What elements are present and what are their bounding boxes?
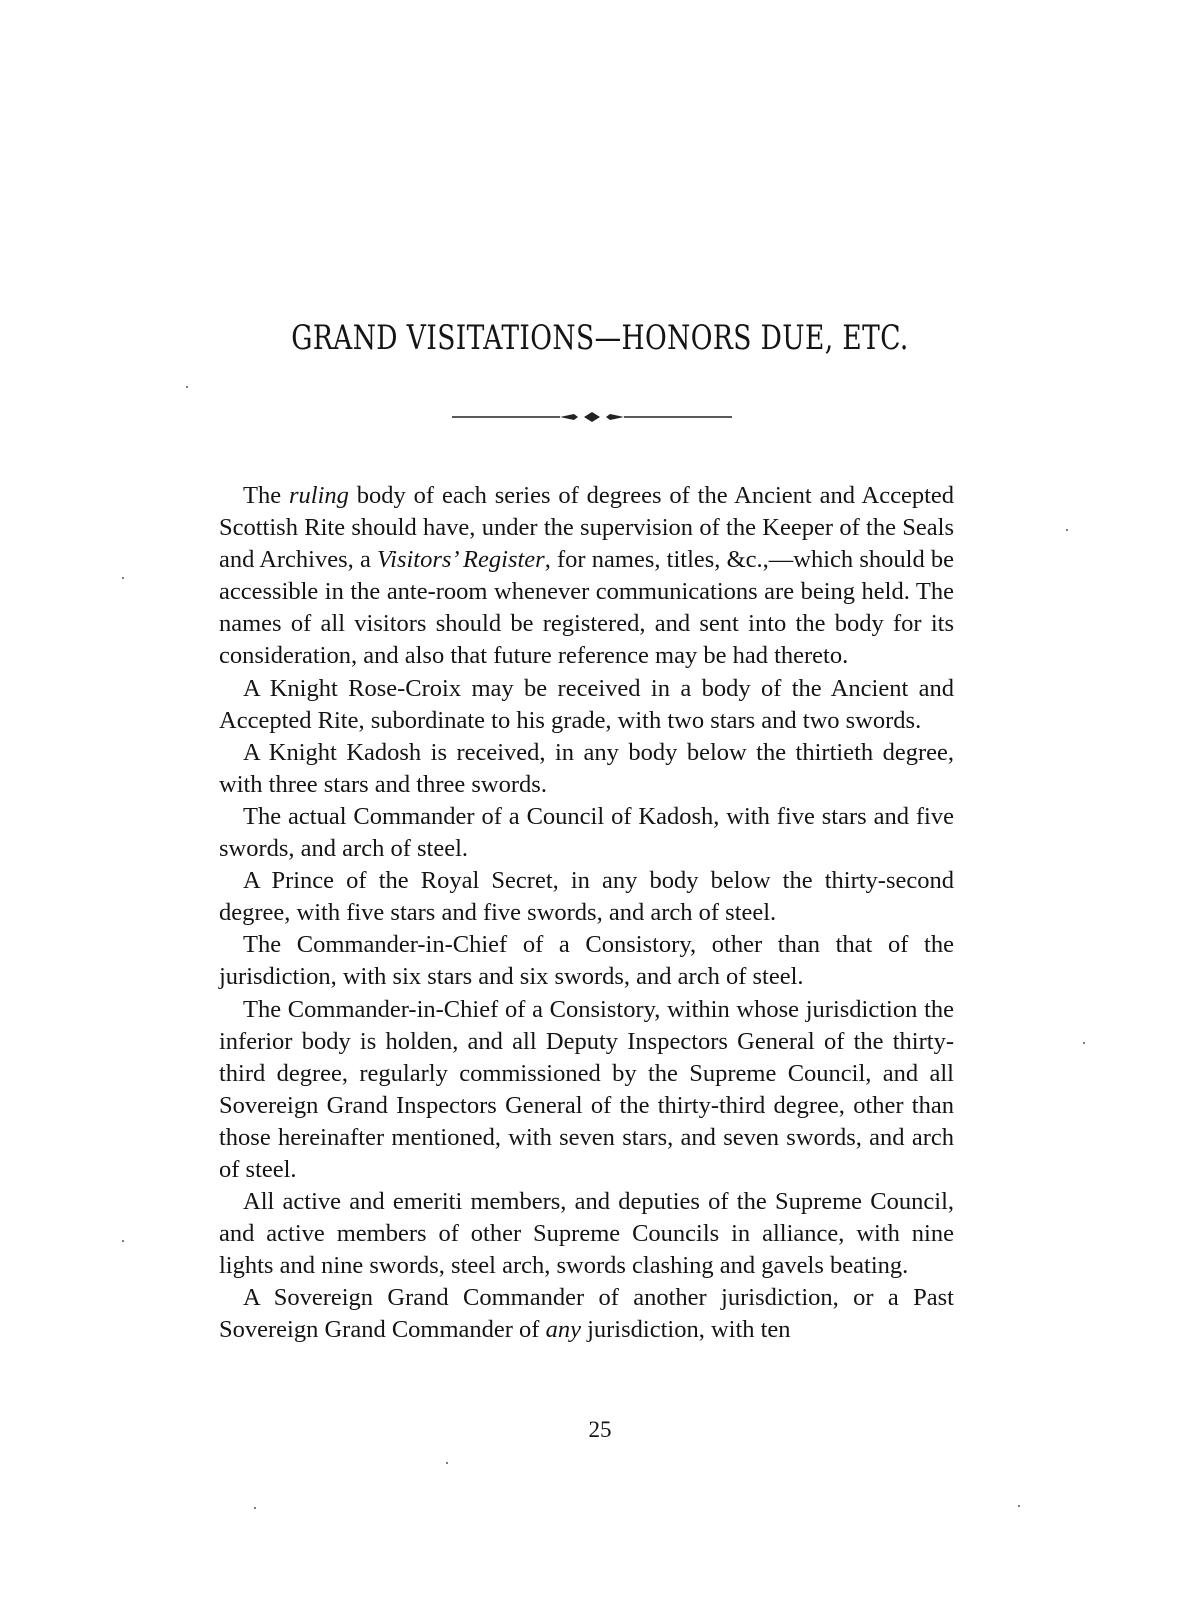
scan-speck xyxy=(254,1507,256,1509)
paragraph xyxy=(219,994,954,1187)
italic-text: any xyxy=(545,1316,581,1344)
text-segment: jurisdiction, with ten xyxy=(580,1316,791,1344)
text-segment: The Commander-in-Chief of a Consistory, other than that of the jurisdiction, with six stars and six swords, and arch of steel. xyxy=(219,931,954,991)
text-segment: A Prince of the Royal Secret, in any body below the thirty-second degree, with five stars and five swords, and arch of steel. xyxy=(219,867,954,927)
scan-speck xyxy=(1018,1505,1020,1507)
scan-speck xyxy=(446,1462,448,1464)
text-segment: The Commander-in-Chief of a Consistory, within whose jurisdiction the inferior body is holden, and all Deputy Inspectors General of the thirty-third degree, regularly commissioned by the Supreme Council, and all Sovereign Grand Inspectors General of the thirty-third degree, other than those hereinafter mentioned, with seven stars, and seven swords, and arch of steel. xyxy=(219,995,954,1183)
text-segment: All active and emeriti members, and deputies of the Supreme Council, and active members of other Supreme Councils in alliance, with nine lights and nine swords, steel arch, swords clashing and gavels beating. xyxy=(219,1188,954,1280)
page-number: 25 xyxy=(588,1417,612,1442)
text-segment: A Knight Kadosh is received, in any body below the thirtieth degree, with three stars and three swords. xyxy=(219,738,954,798)
body-text xyxy=(219,480,954,1347)
page-title: GRAND VISITATIONS—HONORS DUE, ETC. xyxy=(291,318,909,358)
paragraph xyxy=(219,865,954,929)
paragraph xyxy=(219,801,954,865)
text-segment: body of each series of degrees of the Ancient and Accepted Scottish Rite should have, under the supervision of the Keeper of the Seals and Archives, a xyxy=(219,482,954,574)
text-segment: A Knight Rose-Croix may be received in a body of the Ancient and Accepted Rite, subordinate to his grade, with two stars and two swords. xyxy=(219,674,954,734)
text-segment: , for names, titles, &c.,—which should be accessible in the ante-room whenever communications are being held. The names of all visitors should be registered, and sent into the body for its consideration, and also that future reference may be had thereto. xyxy=(219,546,954,670)
scan-speck xyxy=(1083,1042,1085,1044)
scan-speck xyxy=(186,386,188,388)
ornament-divider xyxy=(452,410,732,424)
paragraph xyxy=(219,673,954,737)
paragraph xyxy=(219,929,954,993)
italic-text: ruling xyxy=(288,482,349,509)
italic-text: Visitors’ Register xyxy=(377,546,545,574)
text-segment: The xyxy=(243,482,289,509)
paragraph xyxy=(219,1282,954,1346)
paragraph xyxy=(219,737,954,801)
scan-speck xyxy=(1066,529,1068,531)
text-segment: The actual Commander of a Council of Kadosh, with five stars and five swords, and arch of steel. xyxy=(219,802,954,863)
scan-speck xyxy=(122,577,124,579)
text-segment: A Sovereign Grand Commander of another jurisdiction, or a Past Sovereign Grand Commander of xyxy=(219,1284,954,1344)
paragraph xyxy=(219,480,954,673)
scan-speck xyxy=(122,1240,124,1242)
paragraph xyxy=(219,1186,954,1282)
